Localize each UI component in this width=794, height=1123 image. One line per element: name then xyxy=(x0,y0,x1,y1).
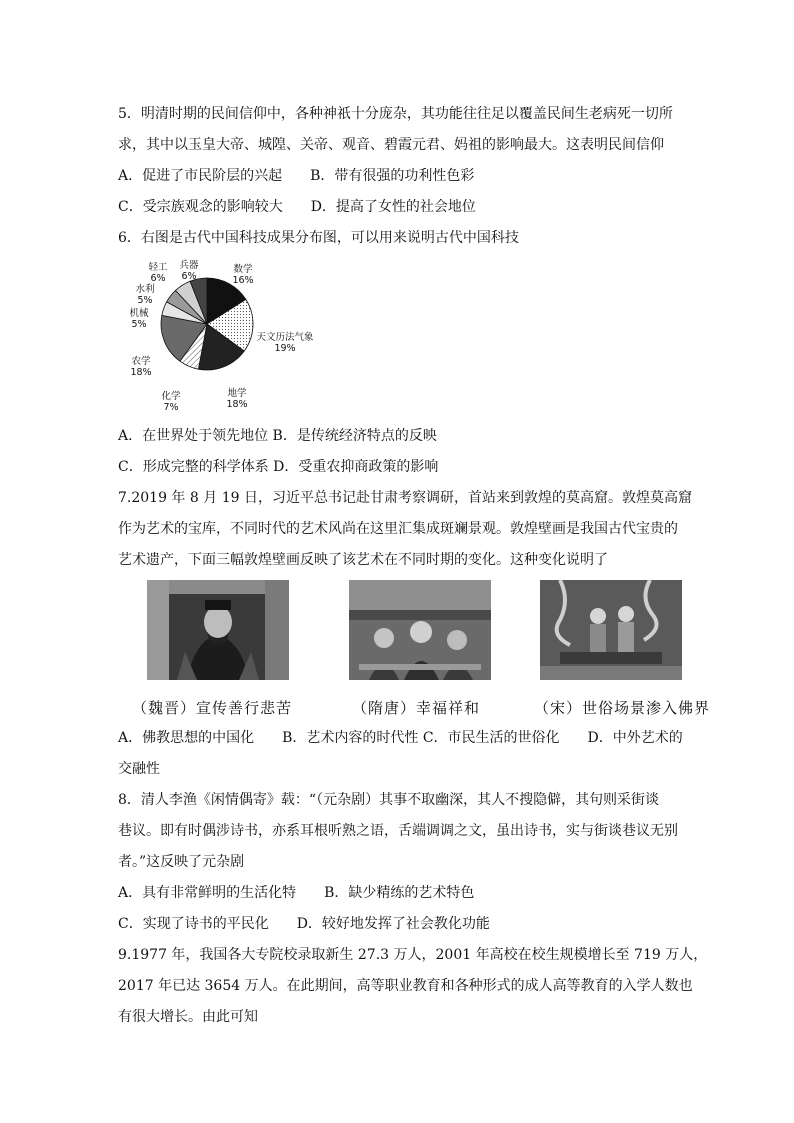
pie-label-pct-1: 19% xyxy=(274,343,296,354)
tech-distribution-pie-chart xyxy=(125,256,325,416)
q7-stem-line-1: 7.2019 年 8 月 19 日，习近平总书记赴甘肃考察调研，首站来到敦煌的莫高窟。敦煌莫高窟 xyxy=(118,490,692,506)
pie-label-pct-3: 7% xyxy=(163,402,179,413)
q6-stem: 6．右图是古代中国科技成果分布图，可以用来说明古代中国科技 xyxy=(118,230,519,246)
mural-caption-song: （宋）世俗场景渗入佛界 xyxy=(534,699,711,717)
pie-label-pct-8: 6% xyxy=(181,271,197,282)
q8-stem-line-2: 巷议。即有时偶涉诗书，亦系耳根听熟之语，舌端调调之文，虽出诗书，实与街谈巷议无别 xyxy=(118,823,678,839)
mural-image-song xyxy=(540,580,682,680)
pie-label-pct-6: 5% xyxy=(137,295,153,306)
mural-caption-wei-jin: （魏晋）宣传善行悲苦 xyxy=(132,699,293,717)
q7-options-line-1: A．佛教思想的中国化 B．艺术内容的时代性 C．市民生活的世俗化 D．中外艺术的 xyxy=(118,730,683,746)
mural-caption-sui-tang: （隋唐）幸福祥和 xyxy=(352,699,481,717)
pie-label-name-8: 兵器 xyxy=(179,260,199,271)
pie-label-name-5: 机械 xyxy=(129,308,149,319)
q9-stem-line-3: 有很大增长。由此可知 xyxy=(118,1009,258,1025)
q6-options-ab: A．在世界处于领先地位 B．是传统经济特点的反映 xyxy=(118,428,437,444)
pie-label-name-7: 轻工 xyxy=(148,262,168,273)
pie-label-name-1: 天文历法气象 xyxy=(256,332,314,343)
pie-label-pct-5: 5% xyxy=(131,319,147,330)
q6-options-cd: C．形成完整的科学体系 D．受重农抑商政策的影响 xyxy=(118,459,439,475)
q7-options-line-2: 交融性 xyxy=(118,761,160,777)
pie-label-pct-7: 6% xyxy=(150,273,166,284)
pie-label-name-2: 地学 xyxy=(227,388,247,399)
pie-label-name-6: 水利 xyxy=(135,284,155,295)
q5-stem-line-2: 求，其中以玉皇大帝、城隍、关帝、观音、碧霞元君、妈祖的影响最大。这表明民间信仰 xyxy=(118,137,664,153)
q5-options-ab: A．促进了市民阶层的兴起 B．带有很强的功利性色彩 xyxy=(118,168,475,184)
pie-label-name-3: 化学 xyxy=(161,391,181,402)
q5-stem-line-1: 5．明清时期的民间信仰中，各种神祇十分庞杂，其功能往往足以覆盖民间生老病死一切所 xyxy=(118,106,673,122)
pie-label-pct-2: 18% xyxy=(226,399,248,410)
q9-stem-line-2: 2017 年已达 3654 万人。在此期间，高等职业教育和各种形式的成人高等教育的入学人数也 xyxy=(118,978,693,994)
pie-label-pct-4: 18% xyxy=(130,367,152,378)
q5-options-cd: C．受宗族观念的影响较大 D．提高了女性的社会地位 xyxy=(118,199,476,215)
q8-options-ab: A．具有非常鲜明的生活化特 B．缺少精练的艺术特色 xyxy=(118,885,475,901)
mural-image-wei-jin xyxy=(147,580,289,680)
q7-stem-line-3: 艺术遗产，下面三幅敦煌壁画反映了该艺术在不同时期的变化。这种变化说明了 xyxy=(118,552,608,568)
q7-stem-line-2: 作为艺术的宝库，不同时代的艺术风尚在这里汇集成斑斓景观。敦煌壁画是我国古代宝贵的 xyxy=(118,521,678,537)
q8-stem-line-1: 8．清人李渔《闲情偶寄》载：“（元杂剧）其事不取幽深，其人不搜隐僻，其句则采街谈 xyxy=(118,792,660,808)
pie-label-name-0: 数学 xyxy=(233,264,253,275)
pie-label-pct-0: 16% xyxy=(232,275,254,286)
mural-image-sui-tang xyxy=(349,580,491,680)
q8-stem-line-3: 者。”这反映了元杂剧 xyxy=(118,854,245,870)
pie-label-name-4: 农学 xyxy=(131,356,151,367)
q9-stem-line-1: 9.1977 年，我国各大专院校录取新生 27.3 万人，2001 年高校在校生规模增长至 719 万人， xyxy=(118,947,708,963)
pie-chart-svg xyxy=(125,256,325,416)
q8-options-cd: C．实现了诗书的平民化 D．较好地发挥了社会教化功能 xyxy=(118,916,490,932)
